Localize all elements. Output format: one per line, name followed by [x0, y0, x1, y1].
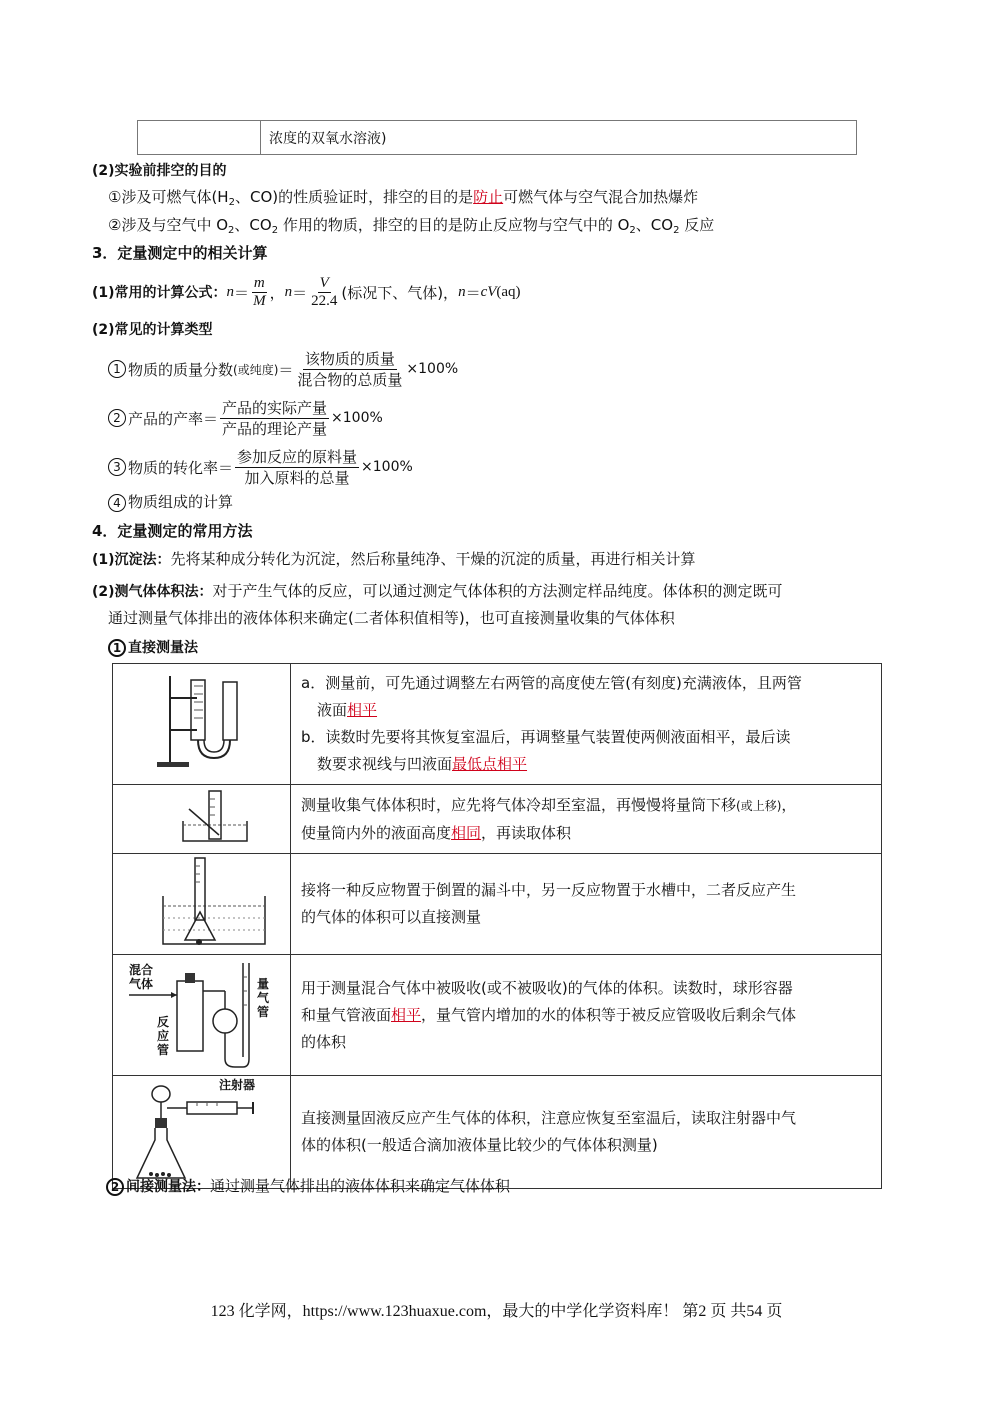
methods-table: [112, 663, 882, 1189]
formula-n1: n: [226, 283, 235, 300]
direct-method-num: 1: [108, 639, 126, 657]
row2-l2-pre: 使量筒内外的液面高度: [301, 823, 452, 842]
row4-line2: [301, 1002, 871, 1029]
s2-item2-pre: 涉及与空气中 O: [121, 216, 229, 234]
s4-method1: [92, 549, 696, 570]
row1-b-l2: 数要求视线与凹液面: [317, 755, 453, 773]
method-text-cell-5: [291, 1076, 882, 1189]
top-table: [137, 120, 857, 155]
calc-type-2-numerator: 产品的实际产量: [222, 398, 328, 417]
calc-type-4: [108, 492, 233, 512]
label-mixed-2: 气体: [129, 977, 154, 991]
calc-type-2-times: ×100%: [331, 410, 383, 426]
top-table-text-cell: 浓度的双氧水溶液): [261, 121, 857, 155]
row1-a-line2: [301, 697, 871, 724]
syringe-flask-image: [115, 1078, 288, 1186]
apparatus-cell-2: [113, 785, 291, 854]
table-row: [113, 854, 882, 955]
row2-l2-post: ，再读取体积: [481, 823, 572, 842]
direct-method-label: 直接测量法: [128, 640, 198, 656]
table-row: [113, 785, 882, 854]
formula-eq1: ＝: [234, 283, 250, 302]
formula-V: V: [319, 274, 329, 291]
method-text-cell-2: [291, 785, 882, 854]
formula-aq: (aq): [496, 283, 521, 300]
formula-vm: 22.4: [311, 292, 338, 309]
calc-type-1-denominator: 混合物的总质量: [297, 370, 403, 389]
row3-line1: 接将一种反应物置于倒置的漏斗中，另一反应物置于水槽中，二者反应产生: [301, 881, 797, 899]
row2-line2: [301, 820, 871, 847]
calc-type-1-numerator: 该物质的质量: [304, 349, 395, 368]
calc-type-2-num: 2: [108, 409, 126, 427]
s3-formula-line: [92, 272, 521, 312]
row1-b-line2: [301, 751, 871, 778]
calc-type-2-denominator: 产品的理论产量: [222, 419, 328, 438]
row1-b-line1: b．读数时先要将其恢复室温后，再调整量气装置使两侧液面相平，最后读: [301, 728, 791, 746]
s2-item2-o2-sub2: 2: [629, 225, 636, 236]
page-footer: 123 化学网，https://www.123huaxue.com，最大的中学化学资料库！ 第2 页 共54 页: [210, 1303, 783, 1320]
method-text-cell-4: [291, 955, 882, 1076]
s3-formula-label: (1)常用的计算公式：: [92, 285, 227, 301]
s2-item1-pre: 涉及可燃气体(H: [121, 188, 229, 206]
indirect-method-num: 2: [106, 1178, 124, 1196]
calc-type-1-paren: (或纯度): [233, 362, 279, 377]
s4-method2-text1: 对于产生气体的反应，可以通过测定气体体积的方法测定样品纯度。体体积的测定既可: [212, 582, 783, 600]
s2-item2-o2-sub: 2: [228, 225, 235, 236]
direct-method-heading: [108, 638, 198, 658]
syringe-flask-drawing: [115, 1078, 288, 1186]
s2-item1-key: 防止: [473, 188, 504, 206]
s4-method1-text: 先将某种成分转化为沉淀，然后称量纯净、干燥的沉淀的质量，再进行相关计算: [170, 550, 696, 568]
row1-a-key: 相平: [347, 701, 378, 719]
s4-method2-line1: [92, 581, 783, 602]
calc-type-3-eq: ＝: [218, 458, 234, 477]
label-syringe: 注射器: [219, 1078, 256, 1092]
s2-item1-h2-sub: 2: [228, 197, 235, 208]
s4-heading: 4．定量测定的常用方法: [92, 522, 253, 540]
formula-eq3: ＝: [465, 283, 481, 302]
formula-eq2: ＝: [292, 283, 308, 302]
calc-type-3-label: 物质的转化率: [128, 458, 219, 477]
calc-type-1-fraction: [295, 349, 404, 390]
calc-type-1-times: ×100%: [406, 361, 459, 377]
row1-a-line1: a．测量前，可先通过调整左右两管的高度使左管(有刻度)充满液体，且两管: [301, 674, 802, 692]
calc-type-3-times: ×100%: [361, 459, 413, 475]
label-reaction-tube: 反应管: [157, 1015, 170, 1057]
method-text-cell-3: [291, 854, 882, 955]
table-row: [113, 955, 882, 1076]
row2-l1-end: ，: [781, 795, 797, 814]
label-mixed-1: 混合: [129, 963, 154, 977]
formula-comma1: ，: [269, 283, 285, 302]
row2-l1-small: (或上移): [736, 798, 782, 813]
calc-type-3-num: 3: [108, 458, 126, 476]
row3-line2: 的气体的体积可以直接测量: [301, 908, 482, 926]
row5-line2: 体的体积(一般适合滴加液体量比较少的气体体积测量): [301, 1136, 658, 1154]
formula-cV: cV: [480, 283, 497, 300]
calc-type-4-label: 物质组成的计算: [128, 493, 234, 511]
graduated-cylinder-trough-image: [115, 787, 288, 847]
row4-line3: 的体积: [301, 1032, 347, 1051]
gas-absorption-drawing: [115, 957, 288, 1073]
calc-type-1-label: 物质的质量分数: [128, 360, 234, 379]
calc-type-1: [108, 348, 458, 390]
calc-type-4-num: 4: [108, 494, 126, 512]
s2-item2-co2-sub2: 2: [673, 225, 680, 236]
s2-item1-num: ①: [108, 188, 122, 206]
s2-item2-co2-sub: 2: [271, 225, 279, 236]
formula-m-over-M: [251, 275, 268, 310]
calc-type-1-eq: ＝: [278, 360, 294, 379]
row1-a-l2: 液面: [317, 701, 348, 719]
s2-item2: [108, 215, 714, 241]
s2-item2-mid2: 、CO: [635, 216, 674, 234]
indirect-method-label: 间接测量法：: [126, 1179, 210, 1195]
row4-l2-key: 相平: [391, 1005, 422, 1024]
s2-item2-post1: 作用的物质，排空的目的是防止反应物与空气中的 O: [278, 216, 630, 234]
row5-line1: 直接测量固液反应产生气体的体积，注意应恢复至室温后，读取注射器中气: [301, 1109, 797, 1127]
s2-item1-post: 可燃气体与空气混合加热爆炸: [503, 188, 699, 206]
s2-item2-mid: 、CO: [234, 216, 272, 234]
row2-l2-key: 相同: [451, 823, 482, 842]
s4-method2-line2: 通过测量气体排出的液体体积来确定(二者体积值相等)，也可直接测量收集的气体体积: [108, 609, 675, 627]
inverted-funnel-trough-image: [115, 856, 288, 948]
s3-heading: 3．定量测定中的相关计算: [92, 244, 268, 262]
formula-V-over-vm: [309, 275, 339, 310]
s2-item2-post2: 反应: [679, 216, 715, 234]
apparatus-cell-5: [113, 1076, 291, 1189]
method-text-cell-1: [291, 664, 882, 785]
calc-type-2-label: 产品的产率: [128, 409, 204, 428]
formula-n3: n: [458, 283, 466, 300]
formula-n2: n: [284, 283, 293, 300]
apparatus-cell-3: [113, 854, 291, 955]
row2-l1: 测量收集气体体积时，应先将气体冷却至室温，再慢慢将量筒下移: [301, 795, 737, 814]
calc-type-2-fraction: [220, 398, 329, 439]
row4-l2-post: ，量气管内增加的水的体积等于被反应管吸收后剩余气体: [421, 1005, 797, 1024]
indirect-method: [106, 1176, 510, 1197]
calc-type-3: [108, 446, 413, 488]
s4-method2-label: (2)测气体体积法：: [92, 584, 213, 600]
calc-type-2: [108, 397, 383, 439]
s2-item1-mid: 、CO)的性质验证时，排空的目的是: [234, 188, 474, 206]
formula-M: M: [253, 292, 266, 309]
s4-method1-label: (1)沉淀法：: [92, 552, 171, 568]
formula-cond: (标况下、气体)，: [341, 283, 459, 302]
calc-type-3-numerator: 参加反应的原料量: [237, 447, 358, 466]
row4-l2-pre: 和量气管液面: [301, 1005, 392, 1024]
u-tube-apparatus-image: [115, 670, 288, 775]
apparatus-cell-1: [113, 664, 291, 785]
s2-item2-num: ②: [108, 216, 122, 234]
table-row: [113, 664, 882, 785]
row2-line1: [301, 792, 871, 820]
calc-type-1-num: 1: [108, 360, 126, 378]
calc-type-3-denominator: 加入原料的总量: [244, 468, 350, 487]
apparatus-cell-4: [113, 955, 291, 1076]
gas-absorption-image: [115, 957, 288, 1073]
s2-item1: [108, 187, 698, 213]
label-gas-tube: 量气管: [257, 977, 270, 1019]
calc-type-2-eq: ＝: [203, 409, 219, 428]
row4-line1: 用于测量混合气体中被吸收(或不被吸收)的气体的体积。读数时，球形容器: [301, 978, 793, 997]
s3-types-heading: (2)常见的计算类型: [92, 322, 213, 338]
table-row: [113, 1076, 882, 1189]
top-table-empty-cell: [138, 121, 261, 155]
indirect-method-text: 通过测量气体排出的液体体积来确定气体体积: [210, 1177, 511, 1195]
formula-m: m: [253, 274, 265, 291]
row1-b-key: 最低点相平: [452, 755, 528, 773]
s2-heading: (2)实验前排空的目的: [92, 163, 227, 179]
calc-type-3-fraction: [235, 447, 359, 488]
